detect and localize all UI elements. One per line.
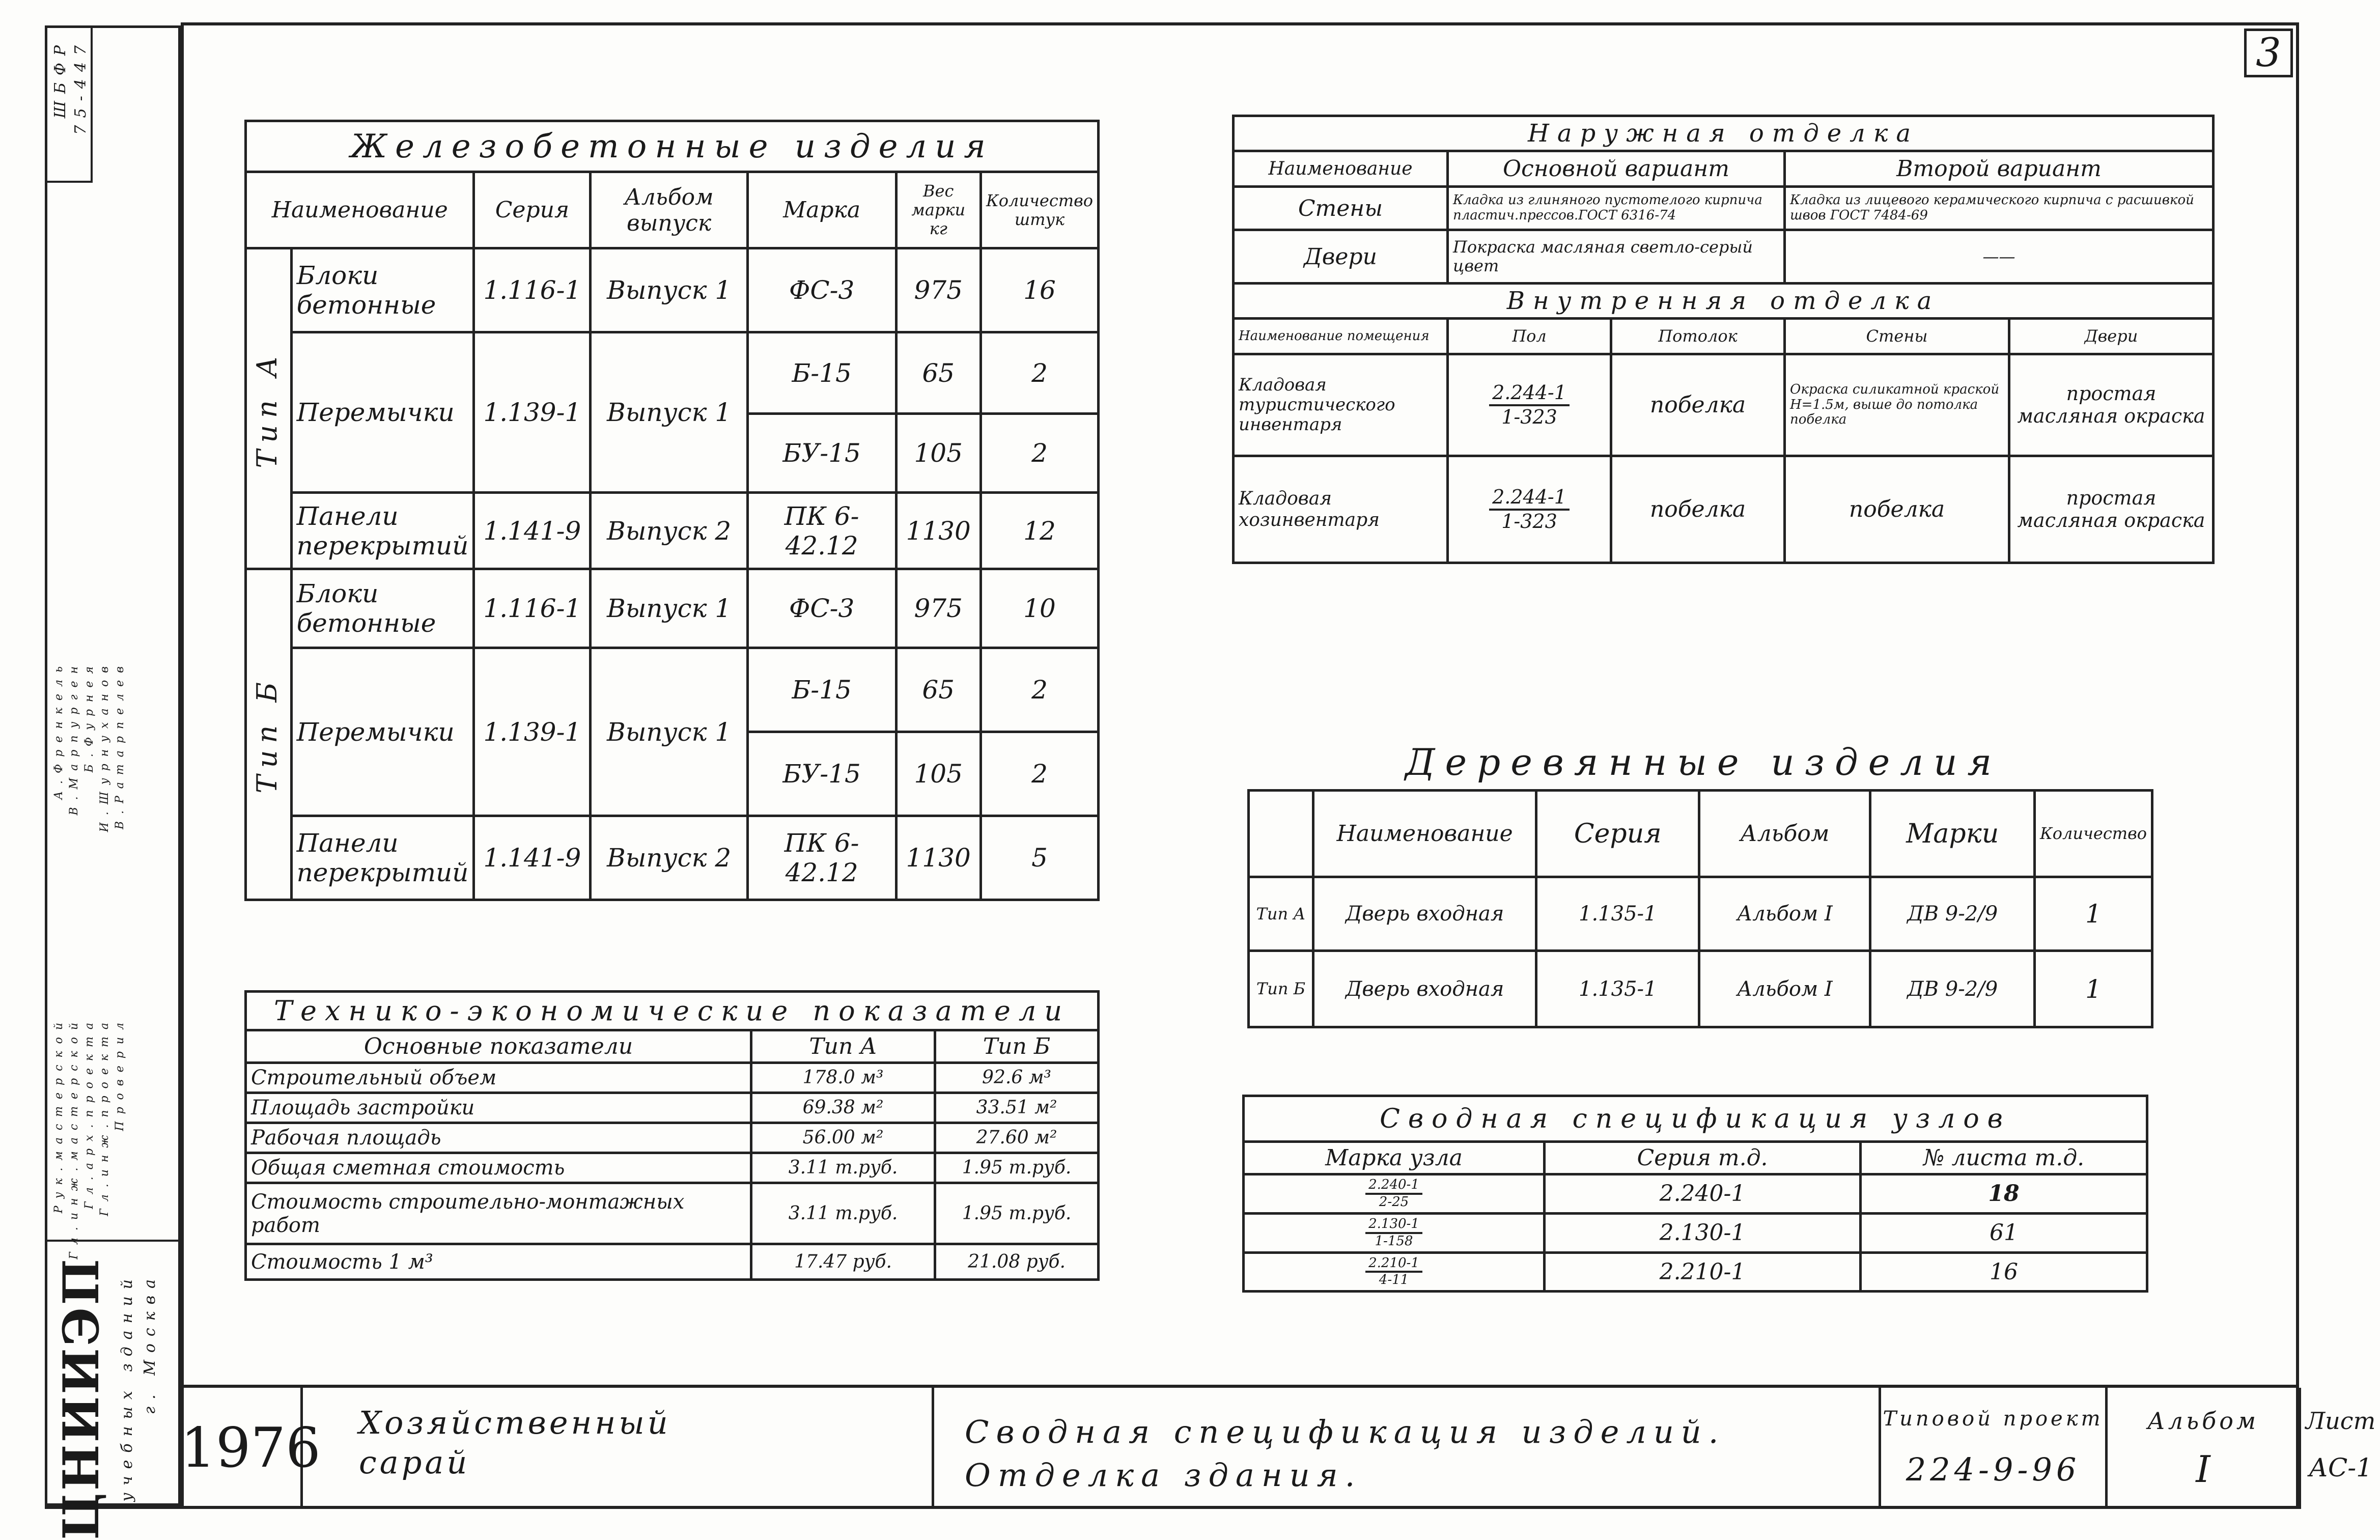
tech-label: Площадь застройки: [246, 1093, 751, 1123]
node-mark-den: 4-11: [1379, 1272, 1409, 1288]
table-row: [246, 1244, 1099, 1280]
cell-series: 1.139-1: [474, 648, 591, 816]
cell-series: 1.116-1: [474, 248, 591, 332]
tech-table: [244, 990, 1100, 1281]
int-ceiling: побелка: [1611, 354, 1785, 456]
node-mark-den: 1-158: [1375, 1233, 1413, 1249]
node-mark-num: 2.130-1: [1365, 1217, 1422, 1234]
concrete-title: Железобетонные изделия: [246, 121, 1099, 172]
int-h-walls: Стены: [1785, 319, 2009, 354]
node-series: 2.210-1: [1545, 1252, 1861, 1292]
cell-mark: Б-15: [747, 332, 896, 414]
wood-type: Тип А: [1249, 877, 1313, 951]
concrete-h-mark: Марка: [747, 172, 896, 248]
tech-label: Строительный объем: [246, 1063, 751, 1093]
tech-val-a: 69.38 м²: [751, 1093, 935, 1123]
cell-qty: 2: [981, 414, 1098, 493]
cell-mark: БУ-15: [747, 732, 896, 816]
tech-val-a: 56.00 м²: [751, 1123, 935, 1153]
int-name: Кладовая туристического инвентаря: [1234, 354, 1448, 456]
cell-album: Выпуск 1: [591, 248, 747, 332]
wood-h-qty: Количество: [2034, 791, 2152, 877]
cell-series: 1.141-9: [474, 493, 591, 569]
table-row: [1249, 951, 2152, 1027]
int-floor-num: 2.244-1: [1489, 486, 1570, 511]
wood-name: Дверь входная: [1313, 877, 1536, 951]
side-code-col: [47, 28, 93, 183]
node-mark-num: 2.210-1: [1365, 1256, 1422, 1273]
table-row: [246, 1063, 1099, 1093]
tb-year-cell: [181, 1388, 321, 1509]
ext-main: Покраска масляная светло-серый цвет: [1448, 230, 1785, 284]
table-row: [246, 1153, 1099, 1183]
cell-album: Выпуск 1: [591, 332, 747, 493]
cell-name: Блоки бетонные: [291, 569, 474, 648]
concrete-h-series: Серия: [474, 172, 591, 248]
tb-sheet-code: АС-1: [2309, 1453, 2372, 1482]
nodes-title: Сводная спецификация узлов: [1244, 1096, 2147, 1142]
tb-sheet-code-cell: [2301, 1388, 2380, 1509]
node-sheet: 18: [1861, 1174, 2147, 1214]
org-name: ЦНИИЭП: [52, 1257, 110, 1540]
sheet-number-box: [2244, 29, 2293, 77]
cell-album: Выпуск 1: [591, 648, 747, 816]
tb-sheet-title-cell: [934, 1388, 1881, 1509]
side-name-2: Б.Фурнея: [83, 659, 96, 773]
tech-val-b: 27.60 м²: [935, 1123, 1099, 1153]
cell-qty: 2: [981, 332, 1098, 414]
table-row: [246, 648, 1099, 732]
int-floor-den: 1-323: [1501, 405, 1557, 428]
cell-series: 1.139-1: [474, 332, 591, 493]
sheet-number: 3: [2256, 30, 2281, 76]
wood-h-album: Альбом: [1699, 791, 1870, 877]
side-role-4: Проверил: [114, 1016, 126, 1131]
wood-album: Альбом I: [1699, 877, 1870, 951]
wood-h-name: Наименование: [1313, 791, 1536, 877]
wood-h-mark: Марки: [1870, 791, 2035, 877]
cell-mark: ФС-3: [747, 569, 896, 648]
wood-type: Тип Б: [1249, 951, 1313, 1027]
cell-weight: 105: [896, 414, 981, 493]
int-ceiling: побелка: [1611, 456, 1785, 563]
table-row: [1234, 456, 2214, 563]
side-role-3: Гл.инж.проекта: [98, 1016, 111, 1216]
table-row: [246, 816, 1099, 900]
tb-object: Хозяйственный сарай: [359, 1404, 671, 1481]
side-name-1: В.Марпурген: [68, 659, 80, 816]
table-row: [246, 1123, 1099, 1153]
int-floor-fraction: [1489, 382, 1570, 428]
int-h-ceiling: Потолок: [1611, 319, 1785, 354]
int-name: Кладовая хозинвентаря: [1234, 456, 1448, 563]
title-block: [181, 1385, 2376, 1509]
tech-label: Стоимость строительно-монтажных работ: [246, 1183, 751, 1244]
side-code-2: 75-447: [72, 38, 90, 135]
node-mark-num: 2.240-1: [1365, 1178, 1422, 1195]
int-h-floor: Пол: [1448, 319, 1611, 354]
tb-album-cell: [2108, 1388, 2301, 1509]
side-code-1: ШБФР: [51, 38, 69, 119]
cell-qty: 10: [981, 569, 1098, 648]
cell-album: Выпуск 2: [591, 493, 747, 569]
tech-val-a: 3.11 т.руб.: [751, 1183, 935, 1244]
int-walls: Окраска силикатной краской H=1.5м, выше до потолка побелка: [1785, 354, 2009, 456]
type-b-label: Тип Б: [251, 675, 283, 794]
cell-weight: 65: [896, 332, 981, 414]
table-row: [1249, 877, 2152, 951]
node-series: 2.240-1: [1545, 1174, 1861, 1214]
side-role-1: Гл.инж.мастерской: [68, 1016, 80, 1259]
cell-mark: Б-15: [747, 648, 896, 732]
tech-val-b: 33.51 м²: [935, 1093, 1099, 1123]
side-org: [47, 1240, 178, 1540]
wood-mark: ДВ 9-2/9: [1870, 877, 2035, 951]
table-row: [1234, 230, 2214, 284]
concrete-table: [244, 120, 1100, 901]
ext-main: Кладка из глиняного пустотелого кирпича пластич.прессов.ГОСТ 6316-74: [1448, 187, 1785, 230]
int-floor-fraction: [1489, 486, 1570, 533]
cell-weight: 975: [896, 569, 981, 648]
tech-val-a: 178.0 м³: [751, 1063, 935, 1093]
int-floor-den: 1-323: [1501, 510, 1557, 533]
tech-val-a: 17.47 руб.: [751, 1244, 935, 1280]
cell-weight: 105: [896, 732, 981, 816]
tech-h-main: Основные показатели: [246, 1030, 751, 1063]
int-doors: простая масляная окраска: [2009, 456, 2214, 563]
tech-val-a: 3.11 т.руб.: [751, 1153, 935, 1183]
table-row: [1234, 354, 2214, 456]
wood-series: 1.135-1: [1536, 951, 1699, 1027]
concrete-h-qty: Количество штук: [981, 172, 1098, 248]
frame-left: [181, 22, 184, 1509]
cell-series: 1.141-9: [474, 816, 591, 900]
tech-val-b: 21.08 руб.: [935, 1244, 1099, 1280]
table-row: [1244, 1252, 2147, 1292]
wood-h-type: [1249, 791, 1313, 877]
finish-table: [1232, 115, 2215, 564]
ext-second: Кладка из лицевого керамического кирпича с расшивкой швов ГОСТ 7484-69: [1785, 187, 2214, 230]
int-floor-num: 2.244-1: [1489, 382, 1570, 406]
org-sub: учебных зданий: [118, 1272, 136, 1502]
table-row: [246, 1183, 1099, 1244]
table-row: [246, 248, 1099, 332]
frame-right: [2296, 22, 2299, 1509]
ext-h-name: Наименование: [1234, 151, 1448, 187]
side-name-4: В.Ратарпелев: [114, 659, 126, 830]
wood-title: Деревянные изделия: [1405, 741, 2002, 783]
tech-label: Рабочая площадь: [246, 1123, 751, 1153]
table-row: [1234, 187, 2214, 230]
tb-project-number: 224-9-96: [1906, 1451, 2081, 1488]
cell-weight: 1130: [896, 816, 981, 900]
table-row: [1244, 1174, 2147, 1214]
tech-val-b: 1.95 т.руб.: [935, 1183, 1099, 1244]
cell-album: Выпуск 2: [591, 816, 747, 900]
cell-album: Выпуск 1: [591, 569, 747, 648]
side-role-2: Гл.арх.проекта: [83, 1016, 96, 1209]
table-row: [1244, 1213, 2147, 1252]
table-row: [246, 332, 1099, 414]
ext-h-second: Второй вариант: [1785, 151, 2214, 187]
wood-name: Дверь входная: [1313, 951, 1536, 1027]
nodes-h-series: Серия т.д.: [1545, 1142, 1861, 1174]
node-mark-fraction: [1365, 1217, 1422, 1249]
table-row: [246, 1093, 1099, 1123]
concrete-h-album: Альбом выпуск: [591, 172, 747, 248]
cell-weight: 975: [896, 248, 981, 332]
side-name-0: А.Френкель: [52, 659, 65, 800]
frame-top: [181, 22, 2299, 25]
tech-label: Стоимость 1 м³: [246, 1244, 751, 1280]
side-name-3: И.Шурнуханов: [98, 659, 111, 832]
tb-project-label: Типовой проект: [1883, 1407, 2104, 1431]
table-row: [246, 569, 1099, 648]
cell-qty: 2: [981, 732, 1098, 816]
tb-sheet-title-1: Сводная спецификация изделий.: [965, 1413, 1726, 1450]
node-mark-den: 2-25: [1379, 1194, 1409, 1210]
org-city: г. Москва: [141, 1272, 159, 1415]
side-role-0: Рук.мастерской: [52, 1016, 65, 1214]
tech-val-b: 1.95 т.руб.: [935, 1153, 1099, 1183]
wood-album: Альбом I: [1699, 951, 1870, 1027]
nodes-h-mark: Марка узла: [1244, 1142, 1545, 1174]
int-doors: простая масляная окраска: [2009, 354, 2214, 456]
cell-qty: 2: [981, 648, 1098, 732]
tech-title: Технико-экономические показатели: [246, 992, 1099, 1030]
tech-h-a: Тип А: [751, 1030, 935, 1063]
cell-mark: ПК 6-42.12: [747, 816, 896, 900]
cell-name: Перемычки: [291, 648, 474, 816]
cell-weight: 1130: [896, 493, 981, 569]
ext-name: Стены: [1234, 187, 1448, 230]
cell-name: Блоки бетонные: [291, 248, 474, 332]
tech-h-b: Тип Б: [935, 1030, 1099, 1063]
int-h-name: Наименование помещения: [1234, 319, 1448, 354]
cell-weight: 65: [896, 648, 981, 732]
cell-mark: БУ-15: [747, 414, 896, 493]
int-walls: побелка: [1785, 456, 2009, 563]
cell-mark: ФС-3: [747, 248, 896, 332]
tech-label: Общая сметная стоимость: [246, 1153, 751, 1183]
tb-album-label: Альбом: [2147, 1407, 2259, 1435]
nodes-table: [1242, 1095, 2148, 1293]
ext-second: ——: [1785, 230, 2214, 284]
node-sheet: 61: [1861, 1213, 2147, 1252]
cell-name: Перемычки: [291, 332, 474, 493]
node-mark-fraction: [1365, 1178, 1422, 1210]
tb-project-cell: [1881, 1388, 2108, 1509]
wood-series: 1.135-1: [1536, 877, 1699, 951]
side-stamp: [45, 25, 181, 1540]
tb-album-number: I: [2196, 1448, 2210, 1491]
cell-mark: ПК 6-42.12: [747, 493, 896, 569]
exterior-title: Наружная отделка: [1234, 116, 2214, 151]
cell-name: Панели перекрытий: [291, 816, 474, 900]
ext-name: Двери: [1234, 230, 1448, 284]
wood-qty: 1: [2034, 951, 2152, 1027]
wood-table: [1247, 789, 2153, 1028]
tb-sheet-label: Лист: [2305, 1407, 2376, 1435]
tech-val-b: 92.6 м³: [935, 1063, 1099, 1093]
cell-qty: 5: [981, 816, 1098, 900]
cell-series: 1.116-1: [474, 569, 591, 648]
type-a-label: Тип А: [251, 349, 283, 468]
int-h-doors: Двери: [2009, 319, 2214, 354]
ext-h-main: Основной вариант: [1448, 151, 1785, 187]
cell-qty: 16: [981, 248, 1098, 332]
tb-year: 1976: [181, 1416, 321, 1480]
concrete-h-name: Наименование: [246, 172, 474, 248]
node-series: 2.130-1: [1545, 1213, 1861, 1252]
tb-sheet-title-2: Отделка здания.: [965, 1457, 1362, 1494]
side-people: [47, 659, 178, 1259]
node-sheet: 16: [1861, 1252, 2147, 1292]
nodes-h-sheet: № листа т.д.: [1861, 1142, 2147, 1174]
cell-qty: 12: [981, 493, 1098, 569]
cell-name: Панели перекрытий: [291, 493, 474, 569]
wood-qty: 1: [2034, 877, 2152, 951]
table-row: [246, 493, 1099, 569]
tb-object-cell: [303, 1388, 934, 1509]
node-mark-fraction: [1365, 1256, 1422, 1289]
concrete-h-weight: Вес марки кг: [896, 172, 981, 248]
wood-h-series: Серия: [1536, 791, 1699, 877]
interior-title: Внутренняя отделка: [1234, 284, 2214, 319]
wood-mark: ДВ 9-2/9: [1870, 951, 2035, 1027]
